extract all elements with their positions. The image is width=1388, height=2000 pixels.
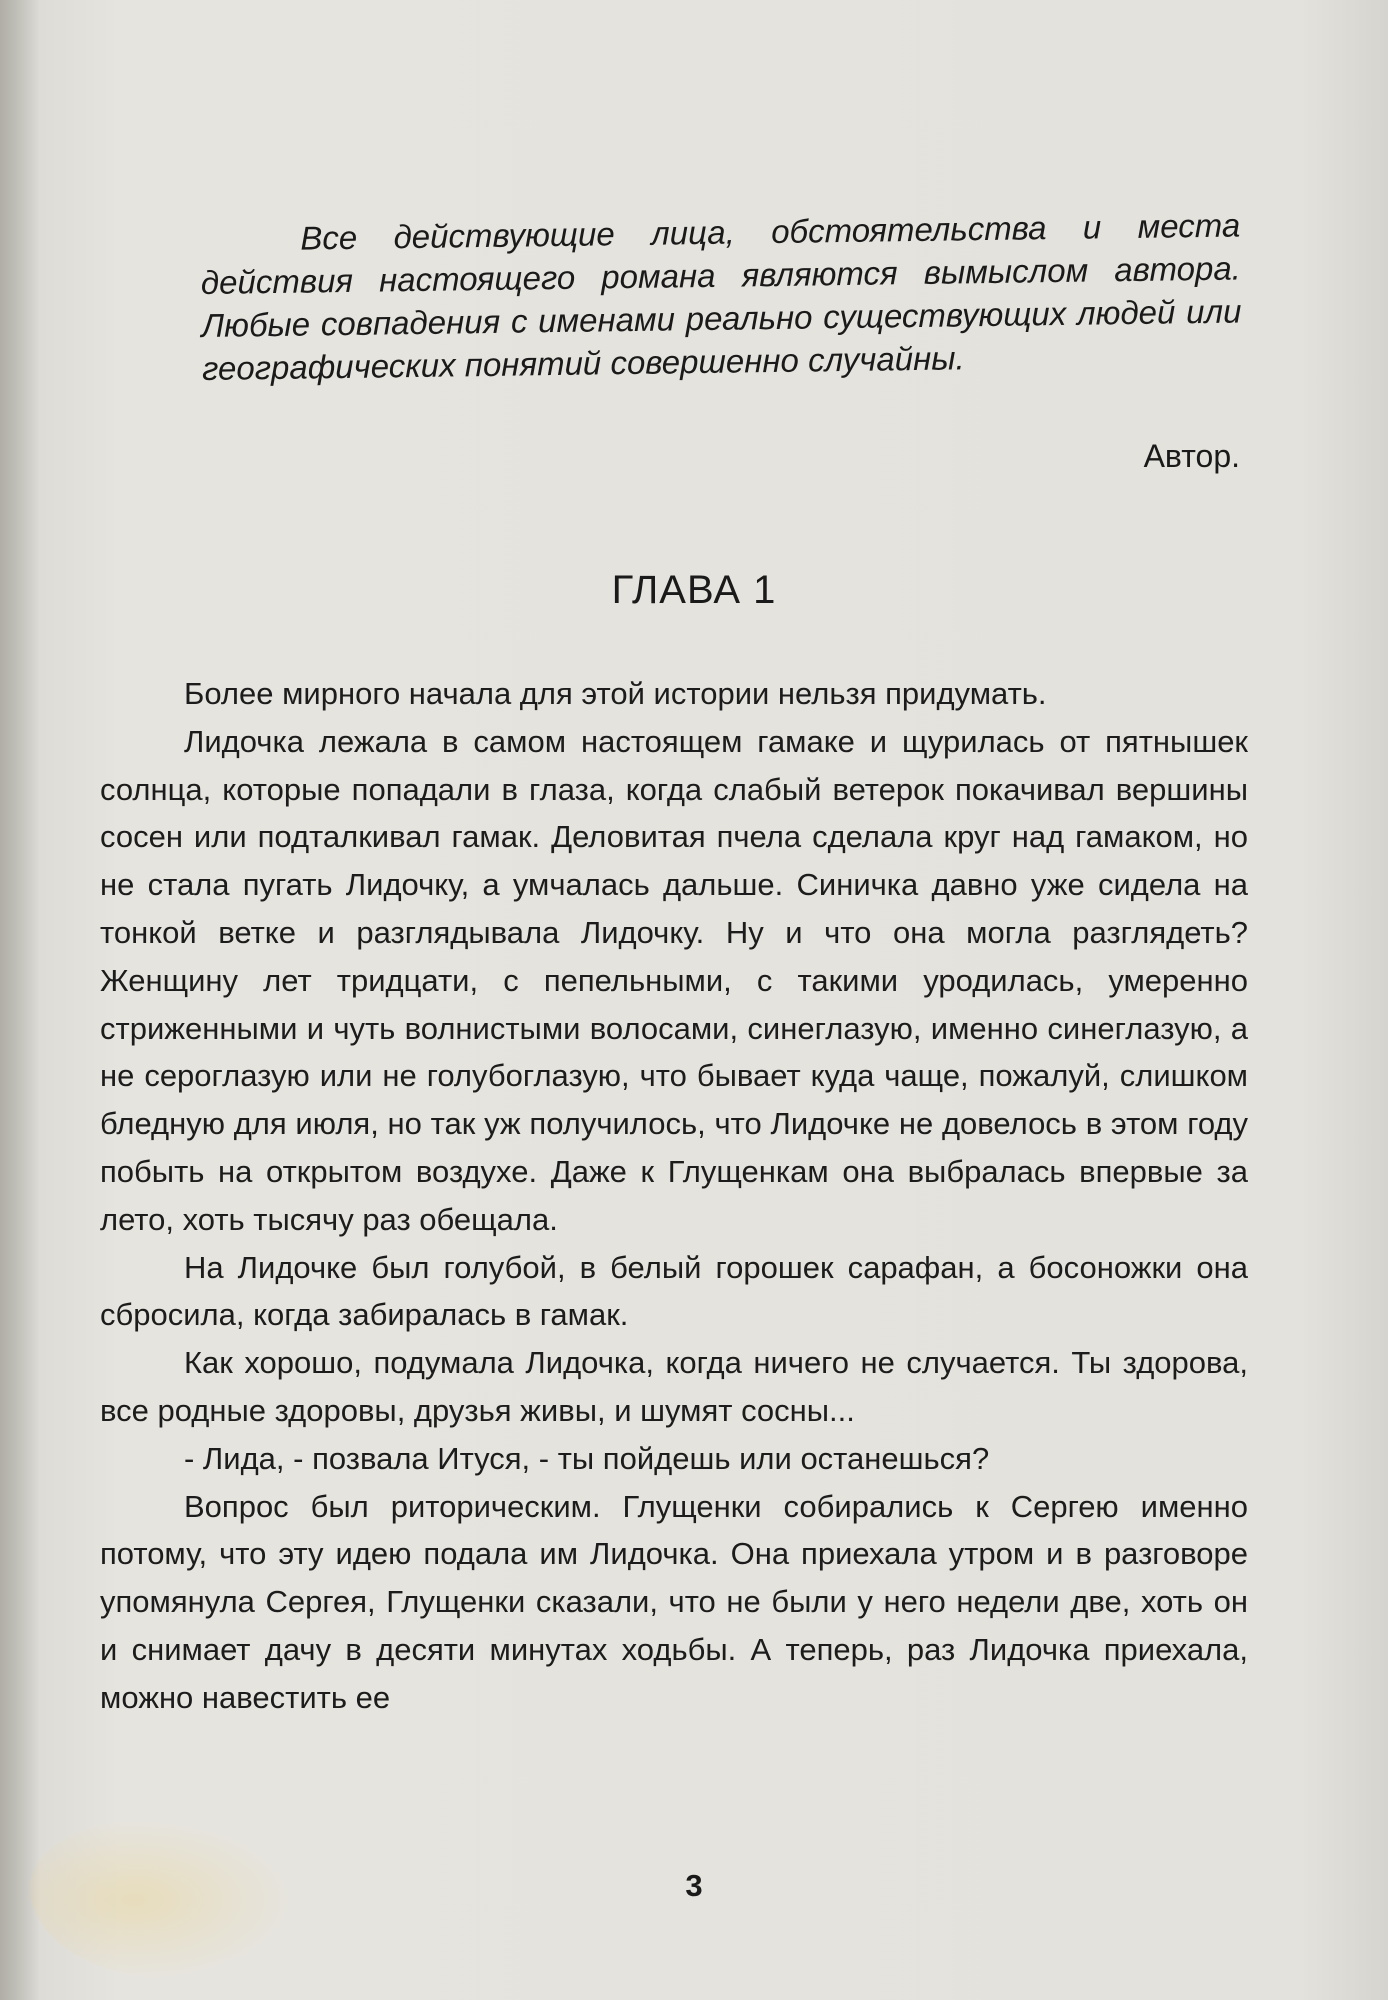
page-number: 3 bbox=[685, 1868, 703, 1903]
chapter-body bbox=[100, 670, 1248, 1722]
paragraph: - Лида, - позвала Итуся, - ты пойдешь или останешься? bbox=[184, 1440, 990, 1476]
chapter-title: ГЛАВА 1 bbox=[611, 568, 777, 612]
paragraph: Более мирного начала для этой истории нельзя придумать. bbox=[184, 676, 1047, 711]
paragraph: Лидочка лежала в самом настоящем гамаке и щурилась от пятнышек солнца, которые попадали в глаза, когда слабый ветерок покачивал вершины сосен или подталкивал гамак. Деловитая пчела сделала круг над гамаком, но не стала пугать Лидочку, а умчалась дальше. Синичка давно уже сидела на тонкой ветке и разглядывала Лидочку. Ну и что она могла разглядеть? Женщину лет тридцати, с пепельными, с такими уродилась, умеренно стриженными и чуть волнистыми волосами, синеглазую, именно синеглазую, а не сероглазую или не голубоглазую, что бывает куда чаще, пожалуй, слишком бледную для июля, но так уж получилось, что Лидочке не довелось в этом году побыть на открытом воздухе. Даже к Глущенкам она выбралась впервые за лето, хоть тысячу раз обещала. bbox=[100, 723, 1248, 1237]
epigraph-author: Автор. bbox=[1143, 438, 1240, 474]
spine-shadow bbox=[0, 0, 40, 2000]
paragraph: Как хорошо, подумала Лидочка, когда ничего не случается. Ты здорова, все родные здоровы, друзья живы, и шумят сосны... bbox=[100, 1345, 1248, 1428]
paragraph: Вопрос был риторическим. Глущенки собирались к Сергею именно потому, что эту идею подала им Лидочка. Она приехала утром и в разговоре упомянула Сергея, Глущенки сказали, что не были у него недели две, хоть он и снимает дачу в десяти минутах ходьбы. А теперь, раз Лидочка приехала, можно навестить ее bbox=[100, 1488, 1248, 1715]
epigraph-text: Все действующие лица, обстоятельства и места действия настоящего романа являются вымыслом автора. Любые совпадения с именами реально существующих людей или географических понятий совершенно случайны. bbox=[200, 206, 1242, 387]
paragraph: На Лидочке был голубой, в белый горошек сарафан, а босоножки она сбросила, когда забиралась в гамак. bbox=[100, 1249, 1248, 1333]
